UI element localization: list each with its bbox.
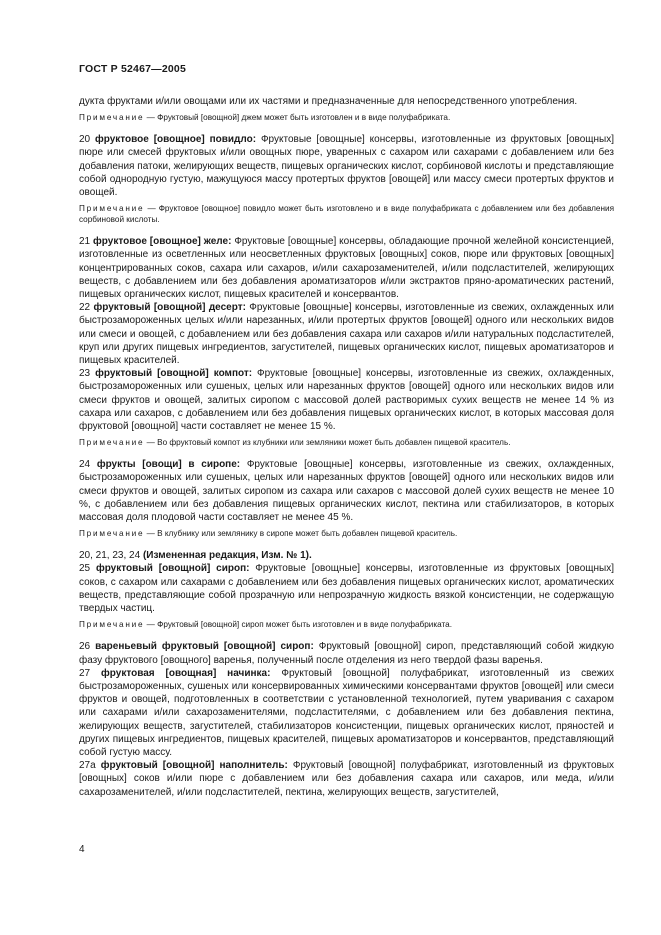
note-label: Примечание (79, 620, 145, 630)
definition-text: Фруктовые [овощные] консервы, изготовленные из свежих, охлажденных, быстрозамороженных или сушеных, целых или нарезанных фруктов [овощей] одного или нескольких видов или смеси фруктов и овощей, залитых сиропом с массовой долей растворимых сухих веществ не менее 14 % из сахара или сахаров, с добавлением или без добавления пищевых органических кислот, в которых массовая доля фруктовой [овощной] части составляет не менее 15 %. (79, 368, 614, 433)
defined-term: фруктовый [овощной] наполнитель: (100, 760, 288, 772)
definition-text: Фруктовые [овощные] консервы, изготовленные из фруктовых [овощных] пюре или смесей фруктовых и/или овощных пюре, уваренных с сахаром или сахарами с добавлением или без добавления патоки, желирующих веществ, пищевых органических кислот, сорбиновой кислоты и представляющие собой однородную густую, мажущуюся массу протертых фруктов [овощей] или массу смеси протертых фруктов и овощей. (79, 134, 615, 199)
note-text: — Фруктовый [овощной] сироп может быть изготовлен и в виде полуфабриката. (144, 620, 452, 630)
definition-item (79, 562, 614, 615)
definition-item (79, 367, 614, 433)
note-label: Примечание (79, 204, 145, 214)
definition-text: Фруктовый [овощной] полуфабрикат, изготовленный из свежих быстрозамороженных, сушеных или консервированных химическими консервантами фруктов [овощей] или смеси фруктов и овощей, подготовленных в соответствии с установленной технологией, путем уваривания с сахаром или сахарами и/или сахарозаменителями, подсластителями, с добавлением или без добавления пектина, желирующих веществ, загустителей, стабилизаторов консистенции, пищевых органических кислот, пряностей и других пищевых ингредиентов, пищевых красителей, пищевых ароматизаторов и консервантов, представляющий собой густую массу. (79, 667, 614, 758)
definition-item (79, 301, 614, 367)
document-header: ГОСТ Р 52467—2005 (79, 63, 187, 75)
item-number: 24 (79, 459, 91, 471)
note-label: Примечание (79, 529, 145, 539)
definition-text: Фруктовые [овощные] консервы, изготовленные из свежих, охлажденных, быстрозамороженных или сушеных, целых или нарезанных фруктов [овощей] одного или нескольких видов или смеси фруктов и овощей, залитых сиропом из сахара или сахаров с массовой долей сухих веществ не менее 10 %, с добавлением или без добавления пищевых органических кислот, пектина или стабилизаторов, в которых массовая доля плодовой части составляет не менее 45 %. (79, 459, 614, 524)
note (79, 528, 614, 539)
definition-text: Фруктовый [овощной] полуфабрикат, изготовленный из фруктовых [овощных] соков и/или пюре с добавлением или без добавления сахара или сахаров, или меда, и/или сахарозаменителей, и/или подсластителей, пектина, желирующих веществ, загустителей, (79, 760, 615, 798)
note-text: — Фруктовое [овощное] повидло может быть изготовлено и в виде полуфабриката с добавлением или без добавления сорбиновой кислоты. (79, 204, 614, 225)
note-text: — Фруктовый [овощной] джем может быть изготовлен и в виде полуфабриката. (144, 113, 451, 123)
note (79, 112, 614, 123)
item-number: 25 (79, 563, 91, 575)
note-label: Примечание (79, 438, 145, 448)
item-number: 26 (79, 641, 91, 653)
amendment-items: 20, 21, 23, 24 (79, 550, 143, 562)
paragraph-text: дукта фруктами и/или овощами или их частями и предназначенные для непосредственного употребления. (79, 96, 578, 107)
defined-term: фруктовый [овощной] десерт: (93, 302, 246, 314)
item-number: 27а (79, 760, 96, 772)
defined-term: фрукты [овощи] в сиропе: (96, 459, 241, 471)
definition-text: Фруктовые [овощные] консервы, обладающие прочной желейной консистенцией, изготовленные из осветленных или неосветленных фруктовых [овощных] соков, пюре или фруктовых [овощных] концентрированных соков, сахара или сахаров, и/или сахарозаменителей, и/или подсластителей, желирующих веществ, с добавлением или без добавления ароматизаторов и/или экстрактов пряно-ароматических растений, пищевых органических кислот, пищевых красителей и консервантов. (79, 236, 615, 301)
definition-item (79, 235, 614, 301)
defined-term: фруктовое [овощное] повидло: (95, 134, 257, 146)
note (79, 619, 614, 630)
definition-text: Фруктовый [овощной] сироп, представляющий собой жидкую фазу фруктового [овощного] варенья, полученный после отделения из него твердой фазы варенья. (79, 641, 614, 666)
amendment-label: (Измененная редакция, Изм. № 1). (142, 550, 312, 562)
paragraph (79, 95, 614, 108)
note (79, 437, 614, 448)
item-number: 20 (79, 134, 91, 146)
definition-item (79, 133, 614, 199)
defined-term: фруктовая [овощная] начинка: (101, 667, 271, 679)
defined-term: вареньевый фруктовый [овощной] сироп: (95, 641, 314, 653)
definition-item (79, 759, 614, 799)
definition-item (79, 640, 614, 666)
note-text: — Во фруктовый компот из клубники или земляники может быть добавлен пищевой краситель. (144, 438, 511, 448)
definition-item (79, 458, 614, 524)
amendment-note (79, 549, 614, 562)
defined-term: фруктовый [овощной] компот: (95, 368, 253, 380)
note (79, 203, 614, 225)
note-text: — В клубнику или землянику в сиропе может быть добавлен пищевой краситель. (144, 529, 458, 539)
document-body (79, 95, 614, 799)
definition-text: Фруктовые [овощные] консервы, изготовленные из фруктовых [овощных] соков, с сахаром или сахарами с добавлением или без добавления пищевых органических кислот, ароматических веществ, представляющие собой прозрачную или непрозрачную жидкость вязкой консистенции, не содержащую твердых частиц. (79, 563, 614, 615)
definition-item (79, 667, 614, 759)
item-number: 21 (79, 236, 91, 248)
defined-term: фруктовое [овощное] желе: (93, 236, 232, 248)
defined-term: фруктовый [овощной] сироп: (95, 563, 250, 575)
page-number: 4 (79, 844, 85, 855)
item-number: 22 (79, 302, 91, 314)
item-number: 23 (79, 368, 91, 380)
item-number: 27 (79, 667, 91, 679)
note-label: Примечание (79, 113, 145, 123)
definition-text: Фруктовые [овощные] консервы, изготовленные из свежих, охлажденных или быстрозамороженных целых и/или нарезанных, и/или протертых фруктов [овощей] одного или нескольких видов или смеси и овощей, с добавлением или без добавления сахара или сахаров и/или натуральных подсластителей, круп или других пищевых ингредиентов, загустителей, пищевых органических кислот, пищевых ароматизаторов и пищевых красителей. (79, 302, 614, 367)
